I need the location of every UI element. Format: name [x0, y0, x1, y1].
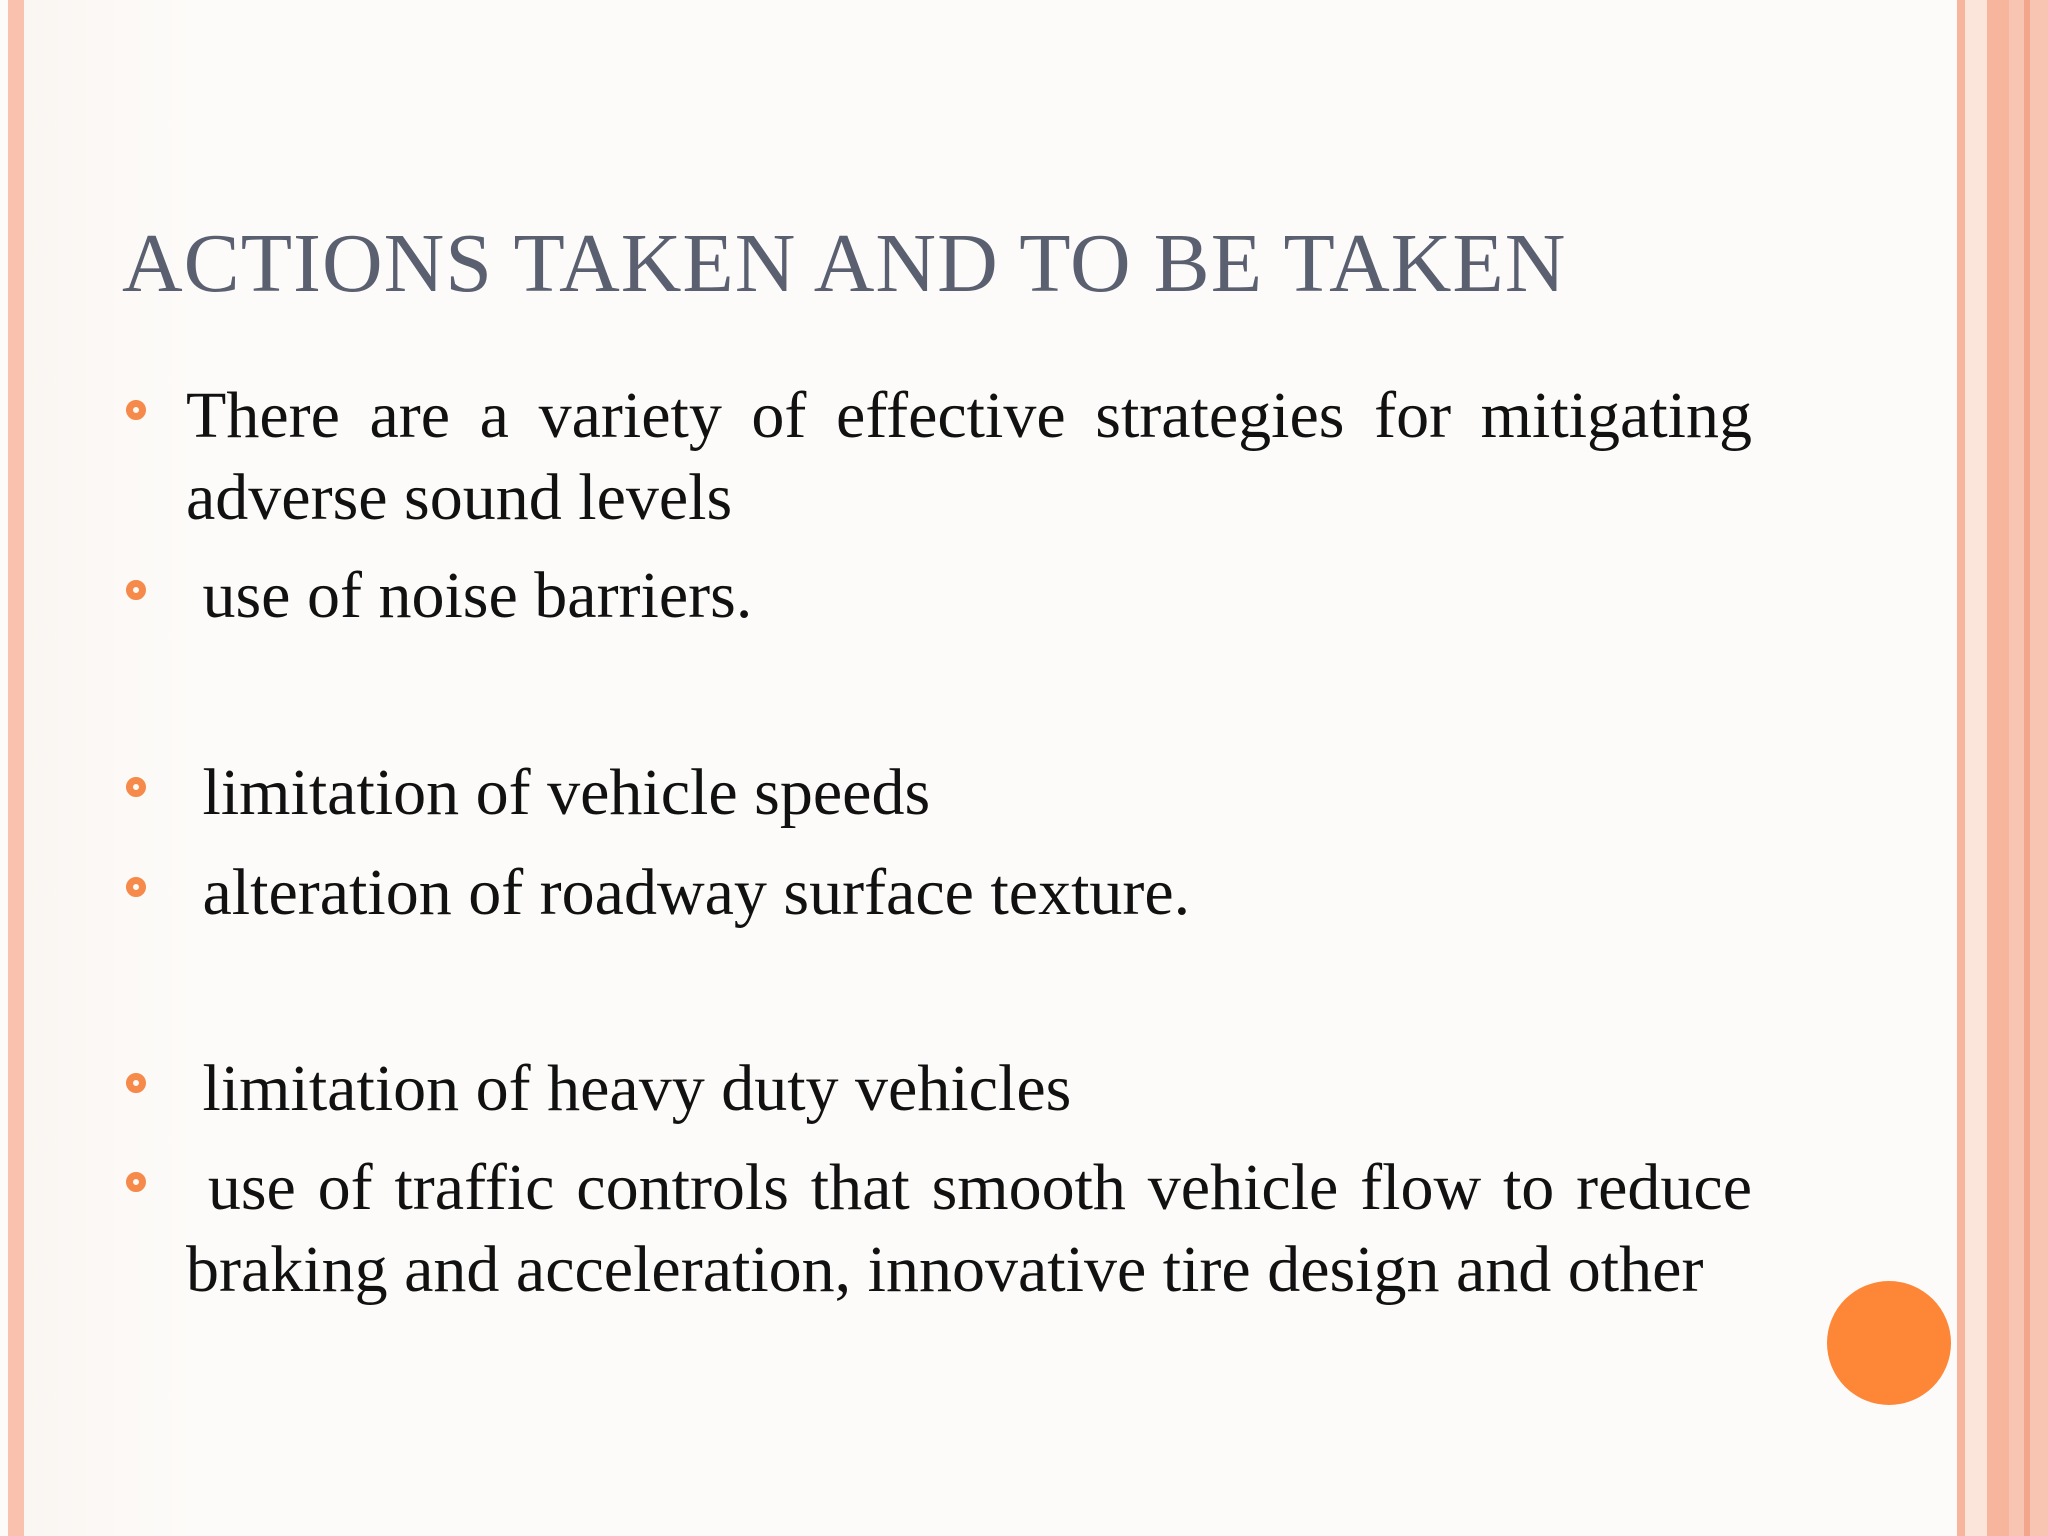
bullet-marker-icon: [126, 877, 146, 897]
bullet-marker-icon: [126, 1073, 146, 1093]
bullet-marker-icon: [126, 777, 146, 797]
bullet-text: There are a variety of effective strategies for mitigating adverse sound levels: [186, 379, 1752, 534]
bullet-marker-icon: [126, 580, 146, 600]
bullet-text: alteration of roadway surface texture.: [186, 856, 1191, 929]
bullet-marker-icon: [126, 400, 146, 420]
slide-title: ACTIONS TAKEN AND TO BE TAKEN: [122, 217, 1567, 310]
bullet-marker-icon: [126, 1172, 146, 1192]
bullet-text: use of traffic controls that smooth vehicle flow to reduce braking and acceleration, innovative tire design and other: [186, 1151, 1769, 1306]
bullet-text: limitation of vehicle speeds: [186, 756, 931, 829]
bullet-text: use of noise barriers.: [186, 559, 753, 632]
bullet-text: limitation of heavy duty vehicles: [186, 1052, 1072, 1125]
